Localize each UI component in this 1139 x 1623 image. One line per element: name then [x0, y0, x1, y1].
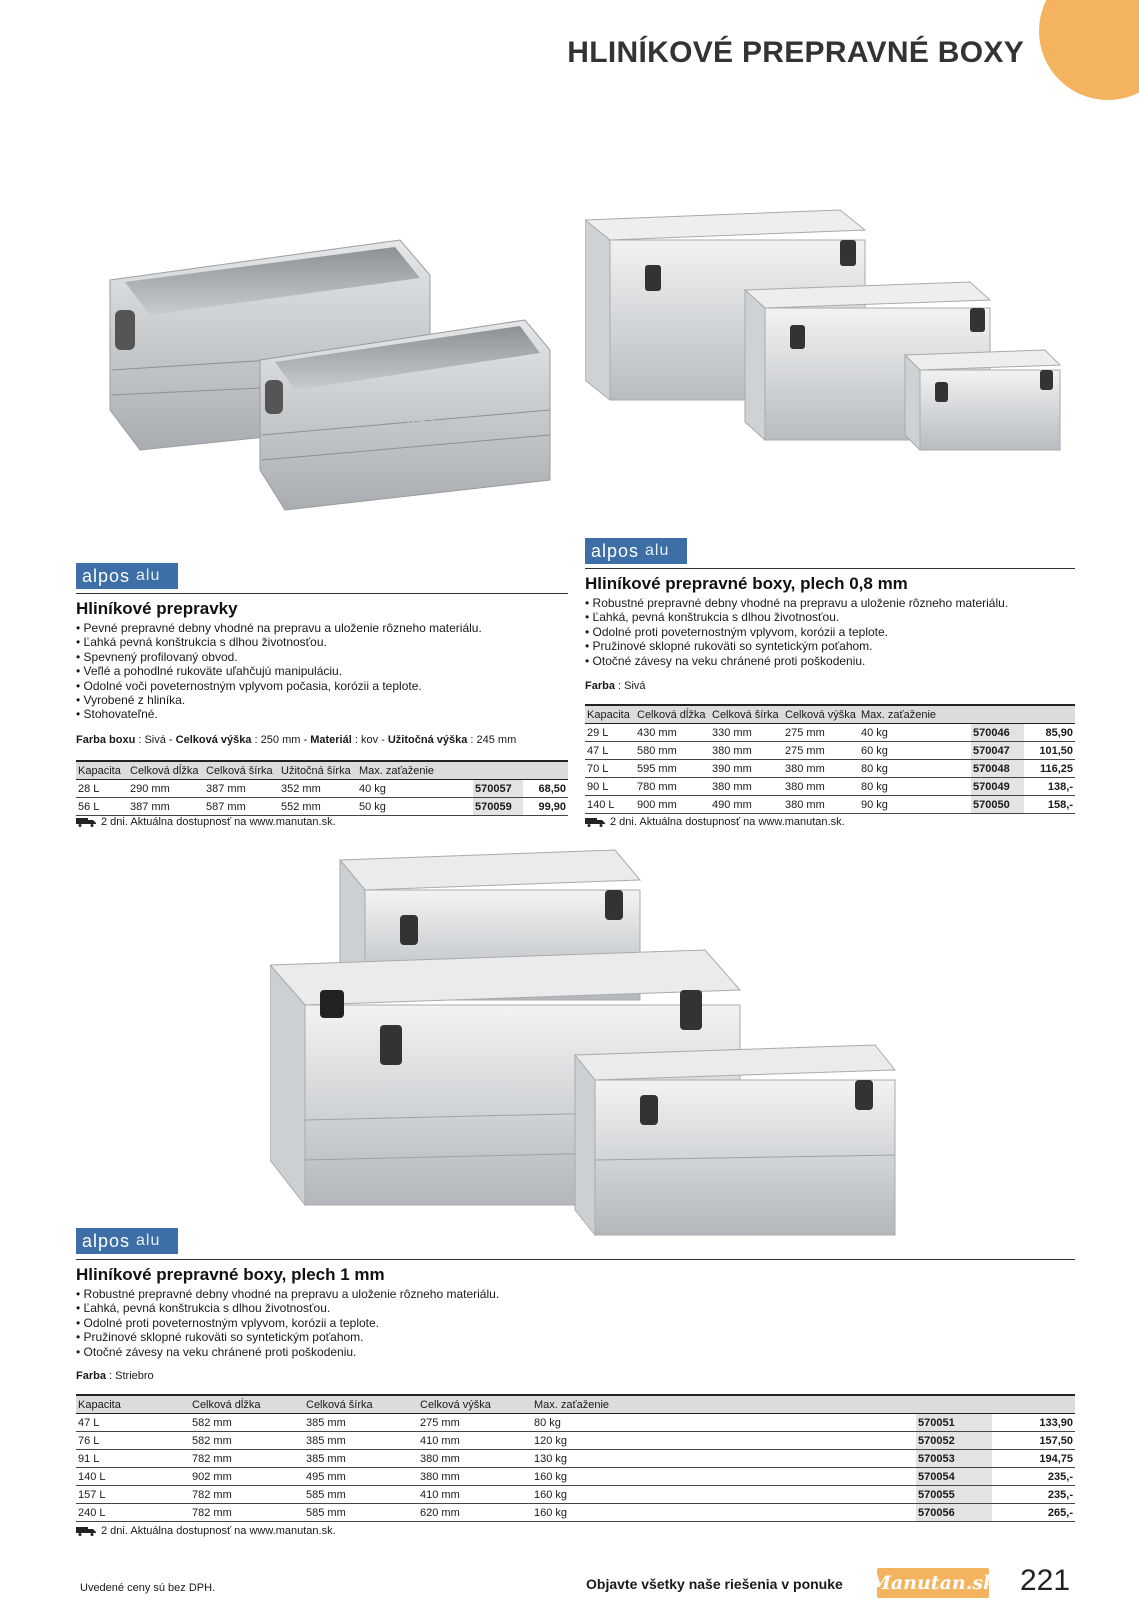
product-title: Hliníkové prepravky — [76, 599, 238, 618]
feature-item: • Ľahká pevná konštrukcia s dlhou životnosťou. — [76, 635, 568, 649]
product-photo-open-crates — [80, 220, 560, 520]
feature-item: • Ľahká, pevná konštrukcia s dlhou životnosťou. — [76, 1301, 1075, 1315]
price: 194,75 — [992, 1450, 1075, 1468]
price: 99,90 — [523, 798, 568, 816]
page-number: 221 — [1020, 1564, 1071, 1597]
feature-item: • Veľlé a pohodlné rukoväte uľahčujú manipuláciu. — [76, 664, 568, 678]
feature-item: • Odolné voči poveternostným vplyvom počasia, korózii a teplote. — [76, 679, 568, 693]
price: 133,90 — [992, 1414, 1075, 1432]
feature-item: • Odolné proti poveternostným vplyvom, korózii a teplote. — [585, 625, 1075, 639]
product-code: 570050 — [971, 796, 1024, 814]
product-code: 570048 — [971, 760, 1024, 778]
product-title: Hliníkové prepravné boxy, plech 0,8 mm — [585, 574, 908, 593]
table-row: 90 L 780 mm 380 mm 380 mm 80 kg 570049 138,- — [585, 778, 1075, 796]
product-code: 570047 — [971, 742, 1024, 760]
price: 157,50 — [992, 1432, 1075, 1450]
vat-note: Uvedené ceny sú bez DPH. — [80, 1582, 216, 1594]
product-photo-stacked-boxes — [270, 840, 940, 1240]
table-row: 76 L 582 mm 385 mm 410 mm 120 kg 570052 157,50 — [76, 1432, 1075, 1450]
feature-list — [76, 621, 568, 722]
product-code: 570055 — [916, 1486, 992, 1504]
truck-icon — [76, 817, 96, 827]
table-row: 91 L 782 mm 385 mm 380 mm 130 kg 570053 194,75 — [76, 1450, 1075, 1468]
svg-text:alpos: alpos — [400, 414, 448, 435]
price: 68,50 — [523, 780, 568, 798]
table-header: Kapacita Celková dĺžka Celková šírka Užitočná šírka Max. zaťaženie — [76, 761, 568, 780]
price: 138,- — [1024, 778, 1075, 796]
manutan-logo[interactable]: Manutan.sk — [877, 1568, 989, 1598]
page-title: HLINÍKOVÉ PREPRAVNÉ BOXY — [567, 36, 1024, 69]
section-divider — [76, 1259, 1075, 1260]
availability-note: 2 dni. Aktuálna dostupnosť na www.manutan.sk. — [76, 1525, 336, 1537]
price: 158,- — [1024, 796, 1075, 814]
feature-item: • Ľahká, pevná konštrukcia s dlhou životnosťou. — [585, 610, 1075, 624]
table-row: 47 L 582 mm 385 mm 275 mm 80 kg 570051 133,90 — [76, 1414, 1075, 1432]
table-row: 56 L 387 mm 587 mm 552 mm 50 kg 570059 99,90 — [76, 798, 568, 816]
footer-cta-text: Objavte všetky naše riešenia v ponuke — [586, 1576, 843, 1592]
product-meta: Farba boxu : Sivá - Celková výška : 250 mm - Materiál : kov - Užitočná výška : 245 mm — [76, 734, 517, 746]
table-header: Kapacita Celková dĺžka Celková šírka Celková výška Max. zaťaženie — [76, 1395, 1075, 1414]
alpos-alu-logo: alpos alu — [76, 563, 178, 589]
feature-list — [585, 596, 1075, 668]
table-row: 140 L 900 mm 490 mm 380 mm 90 kg 570050 158,- — [585, 796, 1075, 814]
spec-table — [76, 1394, 1075, 1522]
product-photo-closed-boxes — [585, 200, 1075, 470]
feature-item: • Pružinové sklopné rukoväti so syntetickým poťahom. — [76, 1330, 1075, 1344]
feature-list — [76, 1287, 1075, 1359]
product-meta: Farba : Striebro — [76, 1370, 154, 1382]
price: 235,- — [992, 1468, 1075, 1486]
table-row: 28 L 290 mm 387 mm 352 mm 40 kg 570057 68,50 — [76, 780, 568, 798]
spec-table — [585, 704, 1075, 814]
product-code: 570049 — [971, 778, 1024, 796]
product-meta: Farba : Sivá — [585, 680, 646, 692]
product-code: 570051 — [916, 1414, 992, 1432]
price: 235,- — [992, 1486, 1075, 1504]
product-code: 570054 — [916, 1468, 992, 1486]
product-title: Hliníkové prepravné boxy, plech 1 mm — [76, 1265, 385, 1284]
product-code: 570046 — [971, 724, 1024, 742]
spec-table — [76, 760, 568, 816]
product-code: 570059 — [473, 798, 523, 816]
table-row: 140 L 902 mm 495 mm 380 mm 160 kg 570054 235,- — [76, 1468, 1075, 1486]
product-code: 570053 — [916, 1450, 992, 1468]
table-header: Kapacita Celková dĺžka Celková šírka Celková výška Max. zaťaženie — [585, 705, 1075, 724]
availability-note: 2 dni. Aktuálna dostupnosť na www.manutan.sk. — [76, 816, 336, 828]
truck-icon — [76, 1526, 96, 1536]
feature-item: • Robustné prepravné debny vhodné na prepravu a uloženie rôzneho materiálu. — [76, 1287, 1075, 1301]
product-code: 570056 — [916, 1504, 992, 1522]
table-row: 47 L 580 mm 380 mm 275 mm 60 kg 570047 101,50 — [585, 742, 1075, 760]
price: 265,- — [992, 1504, 1075, 1522]
product-code: 570052 — [916, 1432, 992, 1450]
feature-item: • Otočné závesy na veku chránené proti poškodeniu. — [585, 654, 1075, 668]
feature-item: • Odolné proti poveternostným vplyvom, korózii a teplote. — [76, 1316, 1075, 1330]
alpos-alu-logo: alpos alu — [76, 1228, 178, 1254]
price: 85,90 — [1024, 724, 1075, 742]
price: 116,25 — [1024, 760, 1075, 778]
table-row: 29 L 430 mm 330 mm 275 mm 40 kg 570046 85,90 — [585, 724, 1075, 742]
table-row: 240 L 782 mm 585 mm 620 mm 160 kg 570056 265,- — [76, 1504, 1075, 1522]
section-divider — [585, 568, 1075, 569]
feature-item: • Pevné prepravné debny vhodné na prepravu a uloženie rôzneho materiálu. — [76, 621, 568, 635]
corner-decoration — [1039, 0, 1139, 100]
feature-item: • Stohovateľné. — [76, 707, 568, 721]
product-code: 570057 — [473, 780, 523, 798]
availability-note: 2 dni. Aktuálna dostupnosť na www.manutan.sk. — [585, 816, 845, 828]
feature-item: • Otočné závesy na veku chránené proti poškodeniu. — [76, 1345, 1075, 1359]
alpos-alu-logo: alpos alu — [585, 538, 687, 564]
feature-item: • Pružinové sklopné rukoväti so syntetickým poťahom. — [585, 639, 1075, 653]
price: 101,50 — [1024, 742, 1075, 760]
feature-item: • Vyrobené z hliníka. — [76, 693, 568, 707]
section-divider — [76, 593, 568, 594]
truck-icon — [585, 817, 605, 827]
feature-item: • Robustné prepravné debny vhodné na prepravu a uloženie rôzneho materiálu. — [585, 596, 1075, 610]
table-row: 70 L 595 mm 390 mm 380 mm 80 kg 570048 116,25 — [585, 760, 1075, 778]
feature-item: • Spevnený profilovaný obvod. — [76, 650, 568, 664]
table-row: 157 L 782 mm 585 mm 410 mm 160 kg 570055 235,- — [76, 1486, 1075, 1504]
